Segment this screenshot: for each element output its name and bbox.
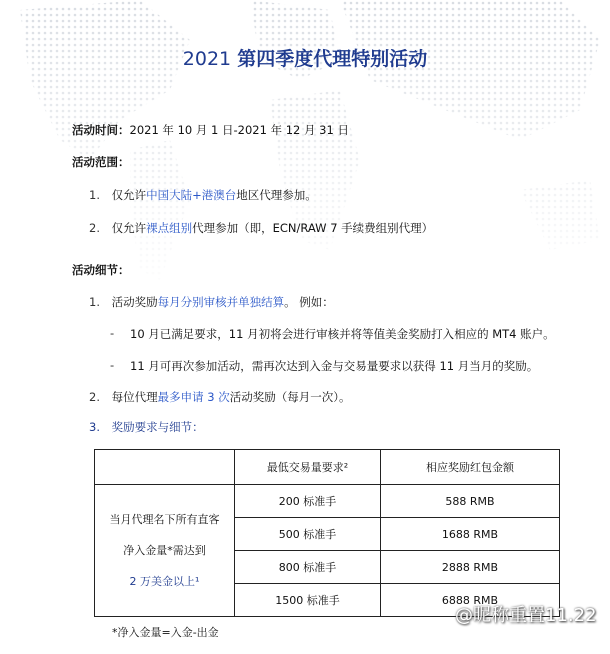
details-heading: 活动细节： bbox=[72, 263, 130, 277]
footnote: *净入金量=入金-出金 bbox=[112, 626, 219, 639]
sub-bullet-dash: - bbox=[110, 326, 115, 340]
table-cell-volume: 800 标准手 bbox=[235, 551, 381, 584]
scope-item-2-post: 代理参加（即，ECN/RAW 7 手续费组别代理） bbox=[192, 221, 434, 235]
table-requirement-cell bbox=[95, 485, 235, 617]
table-header-volume: 最低交易量要求² bbox=[235, 450, 381, 485]
scope-item-1-post: 地区代理参加。 bbox=[236, 188, 317, 202]
table-cell-reward: 1688 RMB bbox=[381, 518, 560, 551]
scope-item-1-highlight: 中国大陆+港澳台 bbox=[146, 188, 237, 202]
watermark-text: @昵称重置11.22 bbox=[455, 605, 597, 626]
details-item-3-text: 奖励要求与细节： bbox=[111, 420, 204, 434]
table-cell-reward: 588 RMB bbox=[381, 485, 560, 518]
scope-heading: 活动范围： bbox=[72, 155, 130, 169]
details-item-2 bbox=[89, 389, 351, 405]
details-item-1-highlight: 每月分别审核并单独结算 bbox=[157, 295, 285, 309]
details-item-1 bbox=[89, 294, 334, 310]
requirement-line-3: 2 万美金以上¹ bbox=[129, 575, 200, 588]
scope-item-2 bbox=[89, 220, 433, 236]
scope-item-1 bbox=[89, 187, 317, 203]
details-item-3-number: 3. bbox=[89, 420, 100, 434]
table-header-row bbox=[95, 450, 560, 485]
sub-bullet-dash: - bbox=[110, 358, 115, 372]
requirement-line-2: 净入金量*需达到 bbox=[123, 544, 206, 557]
page-title bbox=[0, 44, 610, 71]
details-item-2-highlight: 最多申请 3 次 bbox=[157, 390, 230, 404]
title-text: 第四季度代理特别活动 bbox=[237, 48, 428, 70]
details-item-1-pre: 活动奖励 bbox=[111, 295, 158, 309]
table-header-reward: 相应奖励红包金额 bbox=[381, 450, 560, 485]
requirement-line-1: 当月代理名下所有直客 bbox=[109, 513, 220, 526]
table-header-empty bbox=[95, 450, 235, 485]
activity-time bbox=[72, 122, 349, 138]
table-cell-volume: 200 标准手 bbox=[235, 485, 381, 518]
reward-table bbox=[94, 449, 560, 617]
title-year: 2021 bbox=[182, 48, 232, 70]
activity-time-label: 活动时间： bbox=[72, 123, 130, 137]
table-row bbox=[95, 485, 560, 518]
sub-bullet-1: 10 月已满足要求，11 月初将会进行审核并将等值美金奖励打入相应的 MT4 账户。 bbox=[130, 327, 555, 341]
scope-item-1-number: 1. bbox=[89, 188, 100, 202]
table-cell-volume: 500 标准手 bbox=[235, 518, 381, 551]
scope-item-2-pre: 仅允许 bbox=[111, 221, 147, 235]
scope-item-2-highlight: 裸点组别 bbox=[146, 221, 193, 235]
details-item-3 bbox=[89, 419, 204, 435]
details-item-1-number: 1. bbox=[89, 295, 100, 309]
activity-time-value: 2021 年 10 月 1 日-2021 年 12 月 31 日 bbox=[129, 123, 349, 137]
details-item-1-post: 。 例如： bbox=[284, 295, 334, 309]
details-item-2-post: 活动奖励（每月一次）。 bbox=[229, 390, 351, 404]
scope-item-2-number: 2. bbox=[89, 221, 100, 235]
details-item-2-pre: 每位代理 bbox=[111, 390, 158, 404]
sub-bullet-2: 11 月可再次参加活动，需再次达到入金与交易量要求以获得 11 月当月的奖励。 bbox=[130, 359, 539, 373]
table-cell-volume: 1500 标准手 bbox=[235, 584, 381, 617]
table-cell-reward: 6888 RMB bbox=[381, 584, 560, 617]
details-item-2-number: 2. bbox=[89, 390, 100, 404]
scope-item-1-pre: 仅允许 bbox=[111, 188, 147, 202]
table-cell-reward: 2888 RMB bbox=[381, 551, 560, 584]
